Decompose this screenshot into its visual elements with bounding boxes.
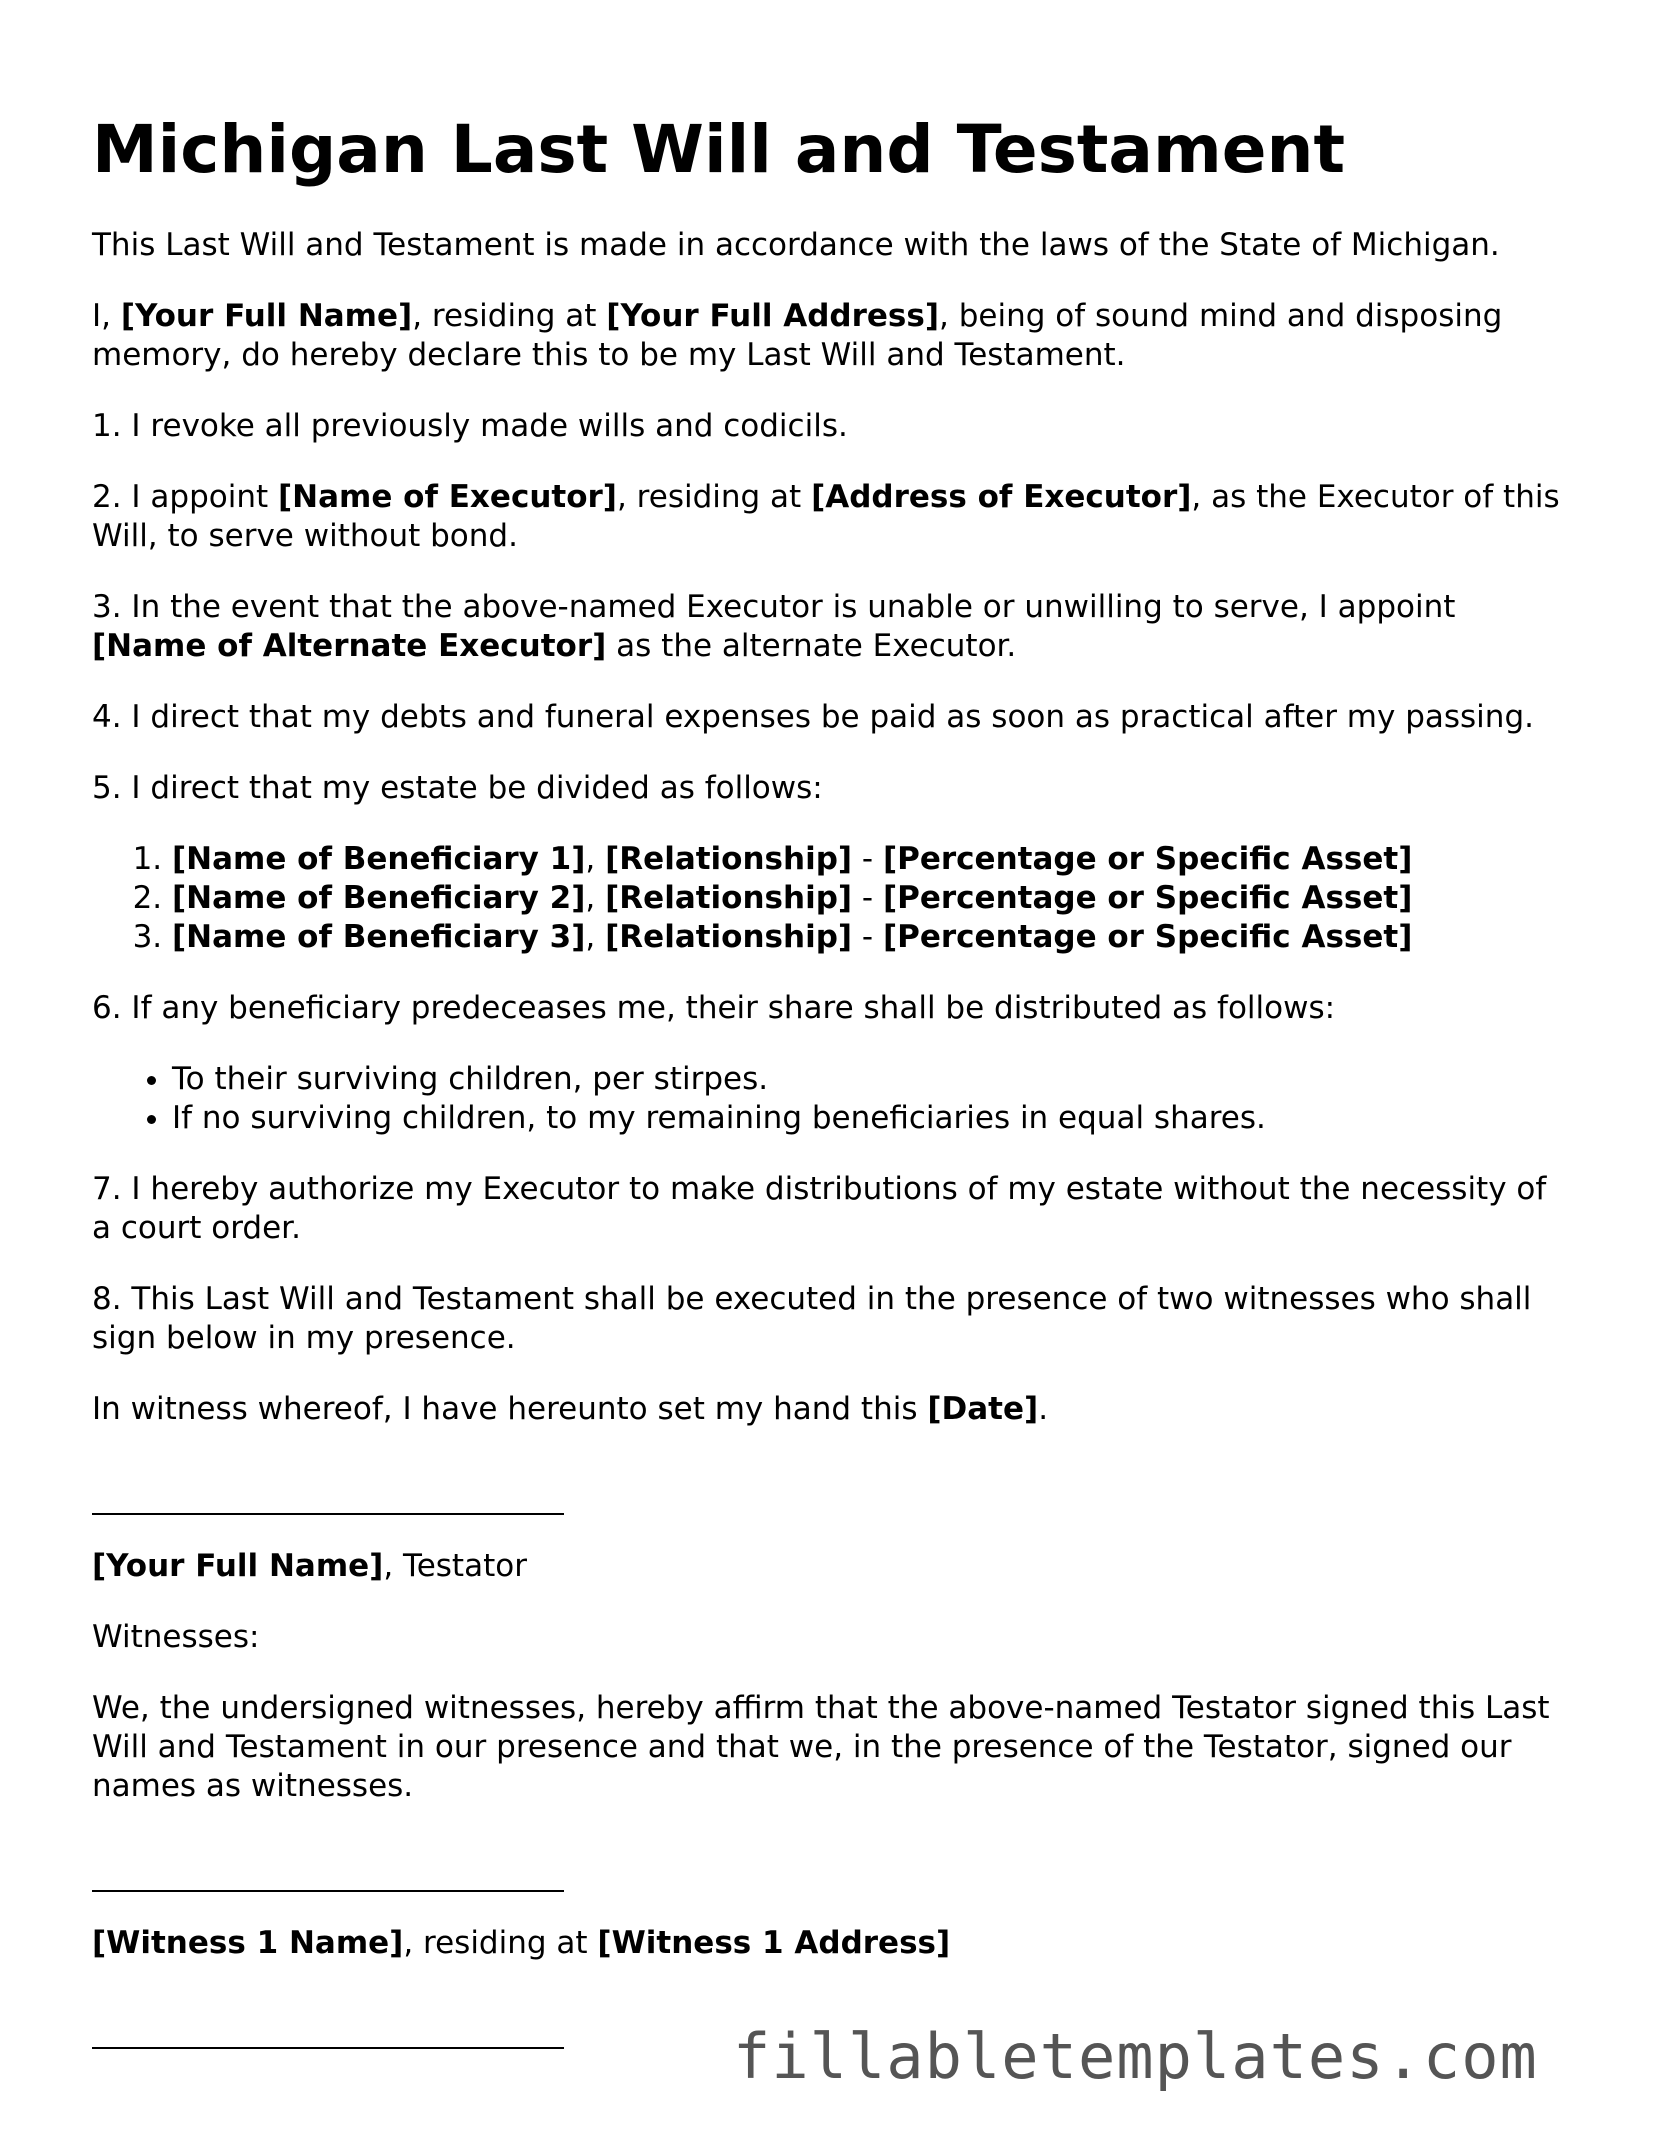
list-item: 3. [Name of Beneficiary 3], [Relationship] - [Percentage or Specific Asset] [172,918,1572,957]
list-item: 1. [Name of Beneficiary 1], [Relationship] - [Percentage or Specific Asset] [172,840,1572,879]
clause-7: 7. I hereby authorize my Executor to make distributions of my estate without the necessity of a court order. [92,1171,1547,1246]
clause-5: 5. I direct that my estate be divided as follows: [92,770,823,806]
predecease-list [92,1060,1572,1138]
executor-name-placeholder: [Name of Executor] [278,479,617,515]
clause-4: 4. I direct that my debts and funeral expenses be paid as soon as practical after my passing. [92,699,1534,735]
witness-1-signature-line[interactable] [92,1890,564,1892]
signature-space [92,1838,1572,1890]
witness-2-signature-line[interactable] [92,2047,564,2049]
clause-2: 2. I appoint [Name of Executor], residing at [Address of Executor], as the Executor of this Will, to serve without bond. [92,479,1560,554]
signature-space [92,1461,1572,1513]
beneficiary-list [92,840,1572,957]
intro-paragraph: This Last Will and Testament is made in accordance with the laws of the State of Michigan. [92,227,1500,263]
alternate-executor-placeholder: [Name of Alternate Executor] [92,628,607,664]
witness-1-signature-label: [Witness 1 Name], residing at [Witness 1 Address] [92,1925,951,1961]
witness-whereof-paragraph: In witness whereof, I have hereunto set my hand this [Date]. [92,1391,1049,1427]
declaration-paragraph: I, [Your Full Name], residing at [Your Full Address], being of sound mind and disposing memory, do hereby declare this to be my Last Will and Testament. [92,298,1503,373]
list-item: • To their surviving children, per stirpes. [172,1060,1572,1099]
document-page [92,110,1572,2081]
document-title: Michigan Last Will and Testament [92,111,1346,188]
clause-1: 1. I revoke all previously made wills and codicils. [92,408,848,444]
clause-3: 3. In the event that the above-named Executor is unable or unwilling to serve, I appoint [Name of Alternate Executor] as the alternate Executor. [92,589,1456,664]
testator-signature-line[interactable] [92,1513,564,1515]
testator-name-placeholder: [Your Full Name] [120,298,413,334]
clause-6: 6. If any beneficiary predeceases me, their share shall be distributed as follows: [92,990,1336,1026]
list-item: • If no surviving children, to my remaining beneficiaries in equal shares. [172,1099,1572,1138]
clause-8: 8. This Last Will and Testament shall be executed in the presence of two witnesses who shall sign below in my presence. [92,1281,1532,1356]
executor-address-placeholder: [Address of Executor] [811,479,1192,515]
list-item: 2. [Name of Beneficiary 2], [Relationship] - [Percentage or Specific Asset] [172,879,1572,918]
testator-signature-label: [Your Full Name], Testator [92,1548,527,1584]
watermark-text: fillabletemplates.com [733,2020,1538,2093]
date-placeholder: [Date] [927,1391,1039,1427]
testator-address-placeholder: [Your Full Address] [606,298,940,334]
witnesses-statement: We, the undersigned witnesses, hereby affirm that the above-named Testator signed this Last Will and Testament in our presence and that we, in the presence of the Testator, signed our names as witnesses. [92,1690,1550,1804]
witnesses-heading: Witnesses: [92,1619,260,1655]
